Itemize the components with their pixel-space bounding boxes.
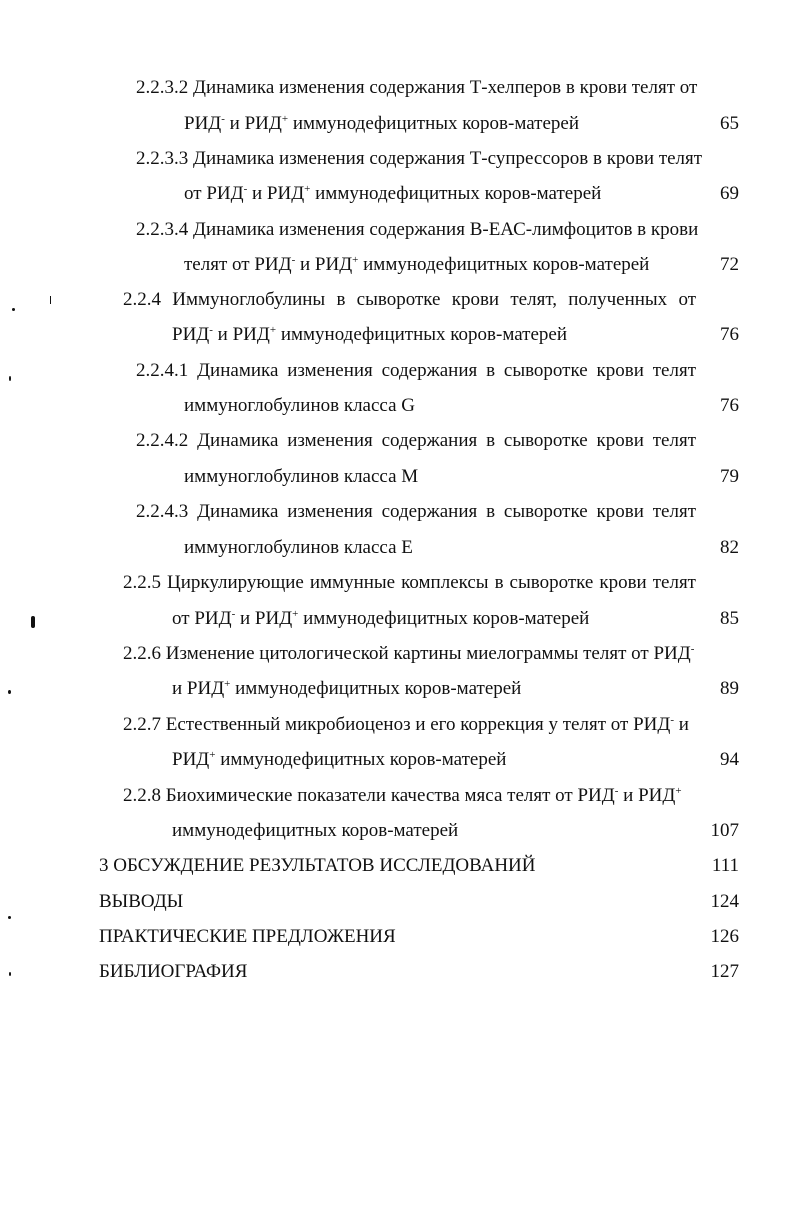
page-number: 65 (720, 113, 739, 134)
toc-entry-text-cont: иммуноглобулинов класса G (184, 395, 415, 416)
toc-entry-text: 2.2.8 Биохимические показатели качества мяса телят от РИД- и РИД+ (123, 785, 682, 806)
toc-entry-text-cont: иммуноглобулинов класса Е (184, 537, 413, 558)
toc-entry-text-cont: от РИД- и РИД+ иммунодефицитных коров-матерей (184, 183, 602, 204)
page-number: 89 (720, 678, 739, 699)
scan-speck (50, 296, 51, 304)
scan-speck (31, 616, 35, 628)
page-number: 76 (720, 324, 739, 345)
page-number: 126 (710, 926, 739, 947)
toc-entry-text-cont: РИД- и РИД+ иммунодефицитных коров-матерей (172, 324, 568, 345)
toc-entry-text: 2.2.4.2 Динамика изменения содержания в сыворотке крови телят (136, 430, 696, 451)
toc-entry-text: 2.2.4.3 Динамика изменения содержания в сыворотке крови телят (136, 501, 696, 522)
scan-speck (9, 376, 11, 381)
toc-entry-text: 2.2.3.2 Динамика изменения содержания Т-хелперов в крови телят от (136, 77, 698, 98)
toc-entry-text: 2.2.4 Иммуноглобулины в сыворотке крови телят, полученных от (123, 289, 696, 310)
page-number: 76 (720, 395, 739, 416)
scan-speck (12, 308, 15, 311)
toc-entry-text-cont: РИД- и РИД+ иммунодефицитных коров-матерей (184, 113, 580, 134)
page-number: 94 (720, 749, 739, 770)
toc-entry-text: 2.2.4.1 Динамика изменения содержания в сыворотке крови телят (136, 360, 696, 381)
page-number: 127 (710, 961, 739, 982)
toc-entry-text-cont: РИД+ иммунодефицитных коров-матерей (172, 749, 507, 770)
toc-chapter-title: ПРАКТИЧЕСКИЕ ПРЕДЛОЖЕНИЯ (99, 926, 396, 947)
toc-entry-text: 2.2.7 Естественный микробиоценоз и его коррекция у телят от РИД- и (123, 714, 689, 735)
page-number: 69 (720, 183, 739, 204)
toc-entry-text: 2.2.3.4 Динамика изменения содержания В-ЕАС-лимфоцитов в крови (136, 219, 699, 240)
toc-entry-text-cont: от РИД- и РИД+ иммунодефицитных коров-матерей (172, 608, 590, 629)
page-number: 72 (720, 254, 739, 275)
scan-speck (8, 916, 11, 919)
page-number: 107 (710, 820, 739, 841)
toc-chapter-title: БИБЛИОГРАФИЯ (99, 961, 248, 982)
toc-chapter-title: ВЫВОДЫ (99, 891, 184, 912)
page-number: 79 (720, 466, 739, 487)
toc-entry-text-cont: иммуноглобулинов класса М (184, 466, 419, 487)
toc-entry-text-cont: телят от РИД- и РИД+ иммунодефицитных коров-матерей (184, 254, 650, 275)
toc-entry-text: 2.2.5 Циркулирующие иммунные комплексы в сыворотке крови телят (123, 572, 696, 593)
toc-chapter-title: 3 ОБСУЖДЕНИЕ РЕЗУЛЬТАТОВ ИССЛЕДОВАНИЙ (99, 855, 536, 876)
toc-entry-text-cont: иммунодефицитных коров-матерей (172, 820, 459, 841)
page-number: 82 (720, 537, 739, 558)
scan-speck (8, 690, 11, 694)
page-number: 111 (711, 855, 739, 876)
scan-speck (9, 972, 11, 976)
toc-entry-text-cont: и РИД+ иммунодефицитных коров-матерей (172, 678, 522, 699)
page-number: 85 (720, 608, 739, 629)
toc-entry-text: 2.2.3.3 Динамика изменения содержания Т-супрессоров в крови телят (136, 148, 703, 169)
toc-entry-text: 2.2.6 Изменение цитологической картины миелограммы телят от РИД- (123, 643, 695, 664)
page-number: 124 (710, 891, 739, 912)
